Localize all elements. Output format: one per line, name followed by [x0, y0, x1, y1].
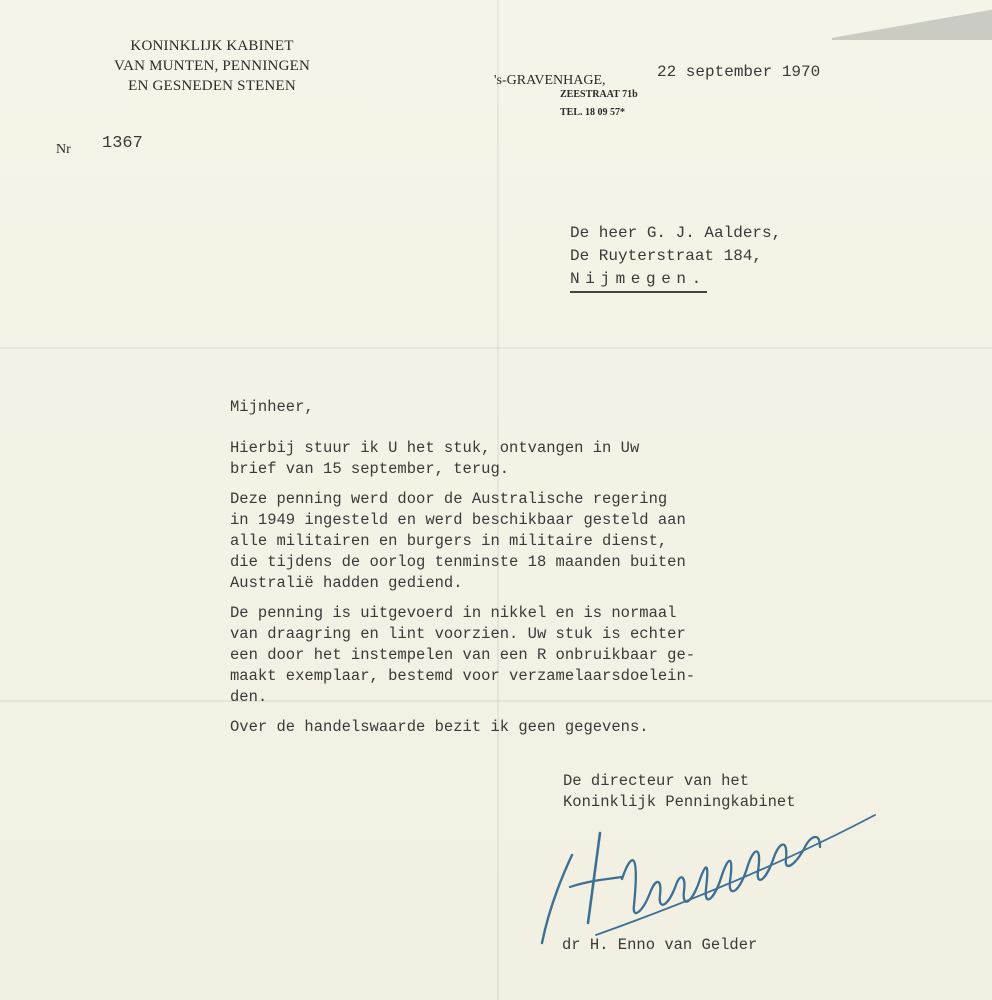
- body-line: Over de handelswaarde bezit ik geen gegevens.: [230, 718, 649, 736]
- handwritten-signature: [530, 795, 890, 955]
- sender-city: 's-GRAVENHAGE,: [494, 73, 606, 88]
- body-line: Hierbij stuur ik U het stuk, ontvangen in Uw: [230, 439, 640, 457]
- letterhead: [82, 36, 342, 96]
- recipient-city: Nijmegen.: [570, 268, 707, 293]
- body-line: maakt exemplaar, bestemd voor verzamelaarsdoelein-: [230, 667, 696, 685]
- body-line: een door het instempelen van een R onbruikbaar ge-: [230, 646, 696, 664]
- letter-date: 22 september 1970: [657, 63, 821, 81]
- body-line: in 1949 ingesteld en werd beschikbaar gesteld aan: [230, 511, 686, 529]
- body-line: Australië hadden gediend.: [230, 574, 463, 592]
- paragraph-2: [230, 489, 870, 594]
- letter-body: [230, 397, 870, 747]
- letterhead-line-3: EN GESNEDEN STENEN: [128, 78, 296, 94]
- fold-line-horizontal: [0, 347, 992, 349]
- sender-telephone: TEL. 18 09 57*: [560, 107, 626, 118]
- sender-street: ZEESTRAAT 71b: [560, 89, 638, 100]
- paper-corner-shadow: [832, 0, 992, 40]
- body-line: den.: [230, 688, 268, 706]
- paragraph-3: [230, 603, 870, 708]
- letterhead-line-1: KONINKLIJK KABINET: [130, 38, 294, 54]
- closing-institution: Koninklijk Penningkabinet: [563, 793, 796, 811]
- paragraph-4: [230, 717, 870, 738]
- closing-title: De directeur van het: [563, 772, 750, 790]
- body-line: Deze penning werd door de Australische regering: [230, 490, 668, 508]
- body-line: De penning is uitgevoerd in nikkel en is normaal: [230, 604, 677, 622]
- reference-label: Nr: [56, 142, 71, 157]
- body-line: alle militairen en burgers in militaire dienst,: [230, 532, 668, 550]
- reference-number: 1367: [102, 134, 143, 153]
- salutation: Mijnheer,: [230, 398, 314, 416]
- signer-name: dr H. Enno van Gelder: [562, 936, 758, 954]
- body-line: die tijdens de oorlog tenminste 18 maanden buiten: [230, 553, 686, 571]
- letterhead-line-2: VAN MUNTEN, PENNINGEN: [114, 58, 310, 74]
- recipient-name: De heer G. J. Aalders,: [570, 224, 782, 242]
- body-line: van draagring en lint voorzien. Uw stuk is echter: [230, 625, 686, 643]
- recipient-address: [570, 222, 781, 293]
- body-line: brief van 15 september, terug.: [230, 460, 510, 478]
- recipient-street: De Ruyterstraat 184,: [570, 247, 763, 265]
- paragraph-1: [230, 438, 870, 480]
